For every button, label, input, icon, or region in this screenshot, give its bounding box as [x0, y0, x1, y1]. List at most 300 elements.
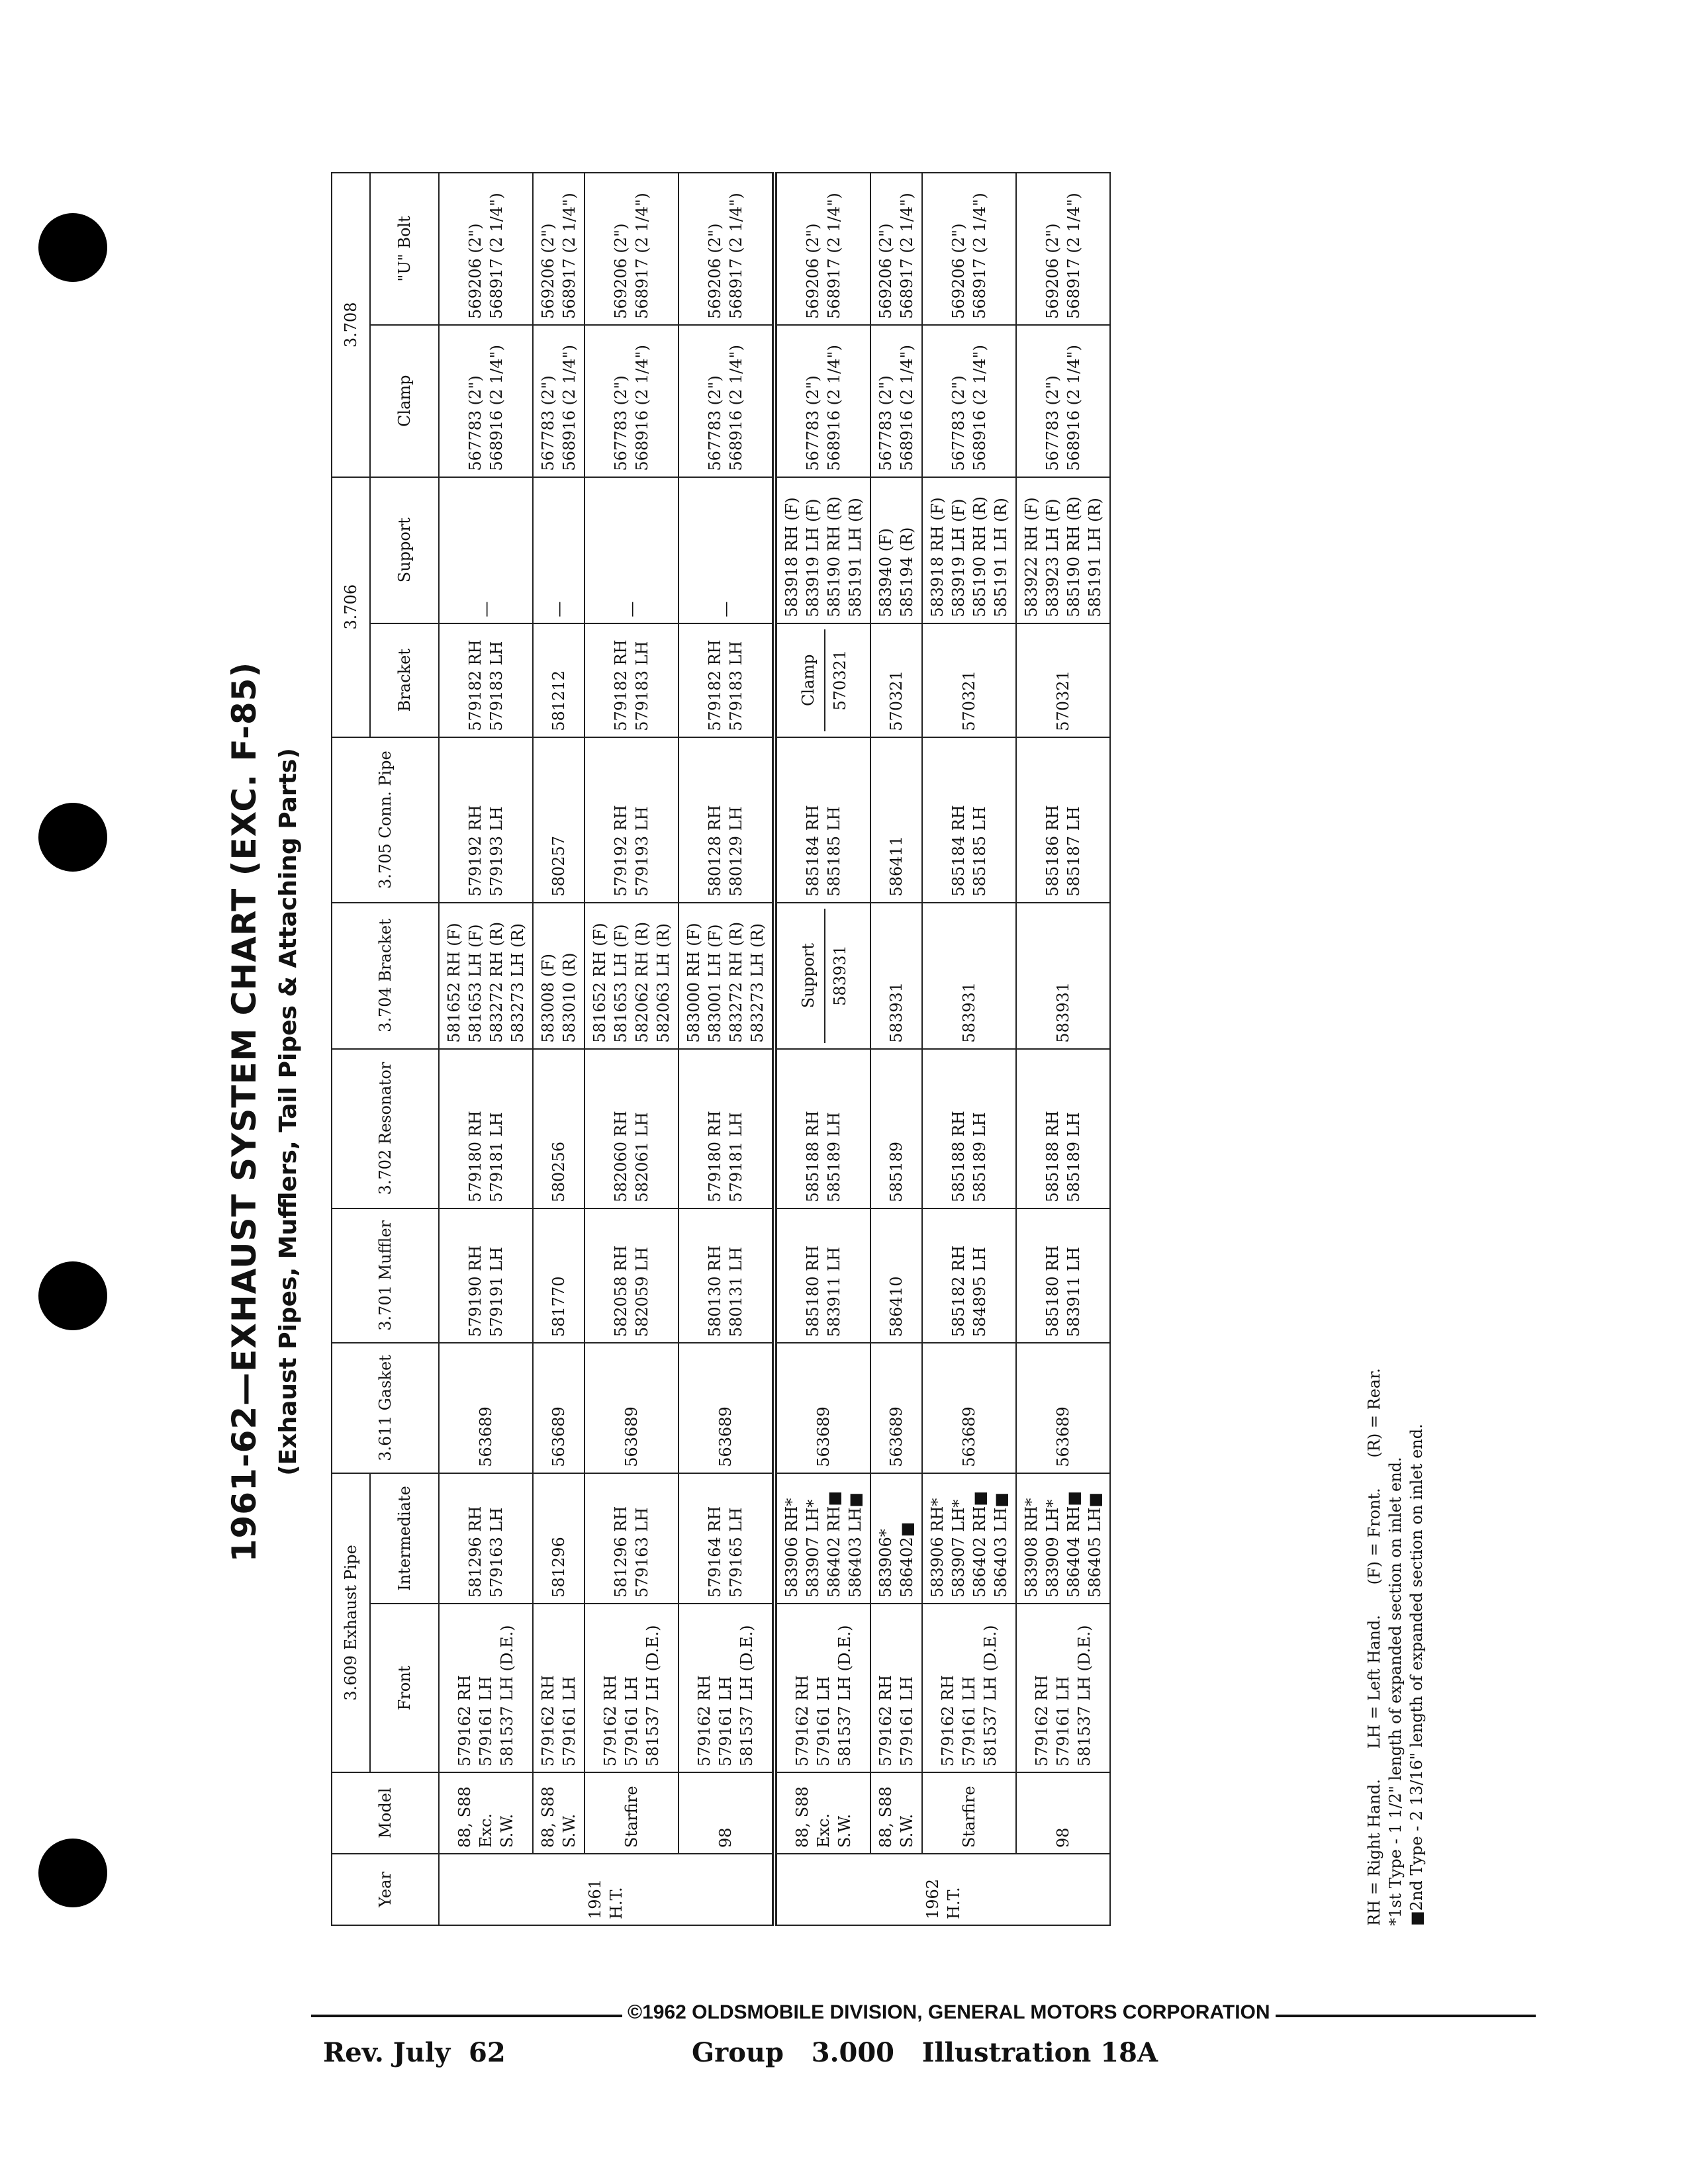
- cell-value: 580256: [549, 1141, 568, 1203]
- header-3704-bracket: 3.704 Bracket: [332, 903, 439, 1049]
- cell-value: 580131 LH: [727, 1247, 745, 1338]
- cell-value: 582060 RH: [612, 1111, 630, 1203]
- cell-model: [774, 1772, 870, 1854]
- cell-resonator: [585, 1049, 679, 1208]
- cell-value: 88, S88: [539, 1786, 557, 1848]
- cell-value: 585189 LH: [1064, 1112, 1083, 1203]
- cell-ubolt: [585, 173, 679, 325]
- cell-bracket704: [533, 903, 585, 1049]
- cell-model: [533, 1772, 585, 1854]
- cell-value: 579162 RH: [539, 1674, 557, 1767]
- cell-support: [439, 477, 533, 623]
- header-3706-support: Support: [370, 477, 439, 623]
- cell-value: 568917 (2 1/4"): [487, 193, 506, 319]
- cell-value: 579161 LH: [560, 1676, 579, 1767]
- cell-front: [585, 1604, 679, 1772]
- rotated-chart-region: [199, 113, 1516, 1939]
- cell-front: [679, 1604, 774, 1772]
- cell-value: 581537 LH (D.E.): [981, 1625, 1000, 1767]
- cell-value: 581296: [549, 1537, 568, 1598]
- cell-value: 585188 RH: [804, 1111, 822, 1203]
- cell-model: [1016, 1772, 1110, 1854]
- cell-value: 584895 LH: [970, 1247, 989, 1338]
- cell-value: 579162 RH: [601, 1674, 620, 1767]
- cell-support: [533, 477, 585, 623]
- cell-clamp: [1016, 325, 1110, 477]
- cell-value: 583273 LH (R): [748, 923, 767, 1043]
- header-3701-muffler: 3.701 Muffler: [332, 1208, 439, 1343]
- cell-value: 580130 RH: [706, 1245, 724, 1338]
- year-1962-cell: [774, 1854, 1110, 1925]
- header-3708: 3.708: [332, 173, 370, 477]
- cell-value: 579162 RH: [455, 1674, 474, 1767]
- table-row: [439, 173, 533, 1925]
- cell-value: 568917 (2 1/4"): [825, 193, 843, 319]
- cell-value: 563689: [622, 1406, 641, 1467]
- cell-value: 579182 RH: [466, 639, 485, 731]
- cell-value: 583008 (F): [539, 953, 557, 1043]
- cell-front: [922, 1604, 1016, 1772]
- cell-muffler: [774, 1208, 870, 1343]
- cell-value: 567783 (2"): [876, 375, 895, 471]
- cell-value: 567783 (2"): [539, 375, 557, 471]
- cell-connpipe: [1016, 737, 1110, 903]
- cell-ubolt: [679, 173, 774, 325]
- cell-value: 579164 RH: [706, 1506, 724, 1598]
- year-label: 1961: [586, 1878, 604, 1919]
- cell-value: —: [549, 601, 568, 617]
- body-style-label: H.T.: [607, 1887, 626, 1919]
- cell-value: 583931: [887, 981, 906, 1043]
- cell-intermediate: [679, 1473, 774, 1604]
- cell-clamp: [585, 325, 679, 477]
- cell-value: 581653 LH (F): [612, 924, 630, 1043]
- cell-value: 586404 RH■: [1064, 1490, 1083, 1598]
- cell-support: [774, 477, 870, 623]
- cell-value: 581537 LH (D.E.): [498, 1625, 516, 1767]
- cell-value: 582061 LH: [633, 1112, 651, 1203]
- cell-bracket704: [870, 903, 922, 1049]
- page-title: 1961-62—EXHAUST SYSTEM CHART (EXC. F-85): [225, 661, 263, 1563]
- cell-value: 585190 RH (R): [970, 496, 989, 617]
- cell-ubolt: [1016, 173, 1110, 325]
- cell-bracket704: [585, 903, 679, 1049]
- cell-value: 569206 (2"): [706, 223, 724, 319]
- cell-value: 568916 (2 1/4"): [560, 345, 579, 471]
- cell-value: 585194 (R): [898, 527, 916, 617]
- cell-value: 579162 RH: [1033, 1674, 1051, 1767]
- cell-value: 88, S88: [876, 1786, 895, 1848]
- cell-value: 582063 LH (R): [654, 923, 673, 1043]
- cell-value: 585189: [887, 1141, 906, 1203]
- cell-value: 579181 LH: [727, 1112, 745, 1203]
- cell-value: 585186 RH: [1043, 805, 1062, 897]
- cell-value: Starfire: [622, 1786, 641, 1848]
- cell-gasket: [439, 1343, 533, 1473]
- table-row: [679, 173, 774, 1925]
- cell-value: 579180 RH: [466, 1111, 485, 1203]
- cell-intermediate: [870, 1473, 922, 1604]
- cell-value: 579192 RH: [466, 805, 485, 897]
- cell-model: [870, 1772, 922, 1854]
- cell-value: Exc.: [477, 1813, 495, 1848]
- cell-muffler: [870, 1208, 922, 1343]
- table-row: [774, 173, 870, 1925]
- cell-value: 98: [1054, 1827, 1072, 1848]
- cell-intermediate: [922, 1473, 1016, 1604]
- punch-hole-2: [38, 803, 107, 872]
- cell-value: 583923 LH (F): [1043, 498, 1062, 617]
- cell-ubolt: [533, 173, 585, 325]
- cell-value: 583931: [831, 945, 849, 1006]
- table-row: [585, 173, 679, 1925]
- cell-value: 568916 (2 1/4"): [487, 345, 506, 471]
- note-first-type: *1st Type - 1 1/2" length of expanded section on inlet end.: [1386, 1457, 1405, 1926]
- cell-intermediate: [533, 1473, 585, 1604]
- cell-model: [439, 1772, 533, 1854]
- cell-bracket706: [585, 623, 679, 737]
- cell-value: 579183 LH: [727, 641, 745, 731]
- cell-front: [774, 1604, 870, 1772]
- cell-value: Exc.: [814, 1813, 833, 1848]
- cell-value: 569206 (2"): [1043, 223, 1062, 319]
- cell-value: 579180 RH: [706, 1111, 724, 1203]
- cell-value: S.W.: [898, 1813, 916, 1848]
- cell-value: 579165 LH: [727, 1507, 745, 1598]
- cell-value: 579161 LH: [622, 1676, 641, 1767]
- cell-value: 583918 RH (F): [782, 497, 801, 617]
- cell-bracket706: [922, 623, 1016, 737]
- cell-value: 581296 RH: [466, 1506, 485, 1598]
- cell-ubolt: [774, 173, 870, 325]
- cell-value: 582062 RH (R): [633, 921, 651, 1043]
- cell-value: 568917 (2 1/4"): [560, 193, 579, 319]
- cell-bracket706: [870, 623, 922, 737]
- cell-value: 583907 LH*: [949, 1499, 968, 1598]
- cell-value: Starfire: [960, 1786, 978, 1848]
- cell-value: 585184 RH: [949, 805, 968, 897]
- cell-resonator: [1016, 1049, 1110, 1208]
- cell-bracket706: [774, 623, 870, 737]
- cell-value: —: [716, 601, 735, 617]
- cell-value: 586410: [887, 1276, 906, 1338]
- table-row: [1016, 173, 1110, 1925]
- cell-value: 583907 LH*: [804, 1499, 822, 1598]
- cell-value: 570321: [960, 670, 978, 731]
- cell-value: 579161 LH: [898, 1676, 916, 1767]
- cell-value: 579162 RH: [939, 1674, 957, 1767]
- cell-value: 583919 LH (F): [804, 498, 822, 617]
- cell-value: 581537 LH (D.E.): [643, 1625, 662, 1767]
- cell-value: 583909 LH*: [1043, 1499, 1062, 1598]
- header-3706: 3.706: [332, 477, 370, 737]
- cell-intermediate: [1016, 1473, 1110, 1604]
- cell-muffler: [679, 1208, 774, 1343]
- cell-value: 585182 RH: [949, 1245, 968, 1338]
- header-3702-resonator: 3.702 Resonator: [332, 1049, 439, 1208]
- cell-value: 567783 (2"): [706, 375, 724, 471]
- cell-value: 583919 LH (F): [949, 498, 968, 617]
- cell-gasket: [533, 1343, 585, 1473]
- cell-resonator: [774, 1049, 870, 1208]
- cell-value: 581652 RH (F): [590, 923, 609, 1043]
- cell-value: 568917 (2 1/4"): [633, 193, 651, 319]
- cell-value: 583911 LH: [1064, 1247, 1083, 1338]
- cell-value: 585185 LH: [970, 806, 989, 897]
- cell-value: 568916 (2 1/4"): [633, 345, 651, 471]
- cell-resonator: [922, 1049, 1016, 1208]
- cell-value: 585189 LH: [825, 1112, 843, 1203]
- cell-value: 579161 LH: [477, 1676, 495, 1767]
- cell-support: [585, 477, 679, 623]
- header-model: Model: [332, 1772, 439, 1854]
- cell-value: 563689: [887, 1406, 906, 1467]
- cell-value: 585180 RH: [1043, 1245, 1062, 1338]
- cell-intermediate: [585, 1473, 679, 1604]
- subheader-clamp: Clamp: [792, 629, 825, 731]
- cell-gasket: [679, 1343, 774, 1473]
- cell-value: 567783 (2"): [466, 375, 485, 471]
- header-3705-conn-pipe: 3.705 Conn. Pipe: [332, 737, 439, 903]
- year-1961-cell: [439, 1854, 774, 1925]
- header-front: Front: [370, 1604, 439, 1772]
- cell-value: 579192 RH: [612, 805, 630, 897]
- cell-bracket704: [774, 903, 870, 1049]
- year-label: 1962: [923, 1878, 942, 1919]
- cell-value: 585184 RH: [804, 805, 822, 897]
- cell-value: 567783 (2"): [612, 375, 630, 471]
- page-subtitle: (Exhaust Pipes, Mufflers, Tail Pipes & Attaching Parts): [275, 748, 302, 1476]
- cell-value: 583918 RH (F): [928, 497, 947, 617]
- cell-value: 585191 LH (R): [992, 498, 1010, 617]
- cell-value: S.W.: [560, 1813, 579, 1848]
- cell-value: 586402 RH■: [825, 1490, 843, 1598]
- footer-revision: Rev. July 62: [323, 2037, 506, 2068]
- note-abbreviations: RH = Right Hand. LH = Left Hand. (F) = Front. (R) = Rear.: [1365, 1368, 1383, 1926]
- cell-muffler: [1016, 1208, 1110, 1343]
- cell-value: 583906 RH*: [782, 1498, 801, 1598]
- cell-value: 88, S88: [793, 1786, 812, 1848]
- cell-value: 581537 LH (D.E.): [835, 1625, 854, 1767]
- punch-hole-1: [38, 213, 107, 282]
- note-second-type: ■2nd Type - 2 13/16" length of expanded section on inlet end.: [1407, 1424, 1426, 1926]
- cell-value: 567783 (2"): [949, 375, 968, 471]
- table-row: [922, 173, 1016, 1925]
- cell-value: 583908 RH*: [1022, 1498, 1041, 1598]
- cell-model: [679, 1772, 774, 1854]
- header-intermediate: Intermediate: [370, 1473, 439, 1604]
- cell-value: 567783 (2"): [804, 375, 822, 471]
- cell-value: 583000 RH (F): [684, 923, 703, 1043]
- cell-resonator: [870, 1049, 922, 1208]
- cell-gasket: [585, 1343, 679, 1473]
- cell-connpipe: [679, 737, 774, 903]
- cell-value: 579161 LH: [814, 1676, 833, 1767]
- header-3609-exhaust-pipe: 3.609 Exhaust Pipe: [332, 1473, 370, 1772]
- cell-value: 585180 RH: [804, 1245, 822, 1338]
- cell-value: 581770: [549, 1276, 568, 1338]
- cell-value: 563689: [960, 1406, 978, 1467]
- cell-connpipe: [585, 737, 679, 903]
- cell-value: 586402■: [898, 1522, 916, 1598]
- cell-value: 579181 LH: [487, 1112, 506, 1203]
- cell-value: 581653 LH (F): [466, 924, 485, 1043]
- cell-value: 563689: [814, 1406, 833, 1467]
- cell-value: 570321: [831, 649, 849, 711]
- cell-gasket: [774, 1343, 870, 1473]
- header-year: Year: [332, 1854, 439, 1925]
- cell-value: 568916 (2 1/4"): [825, 345, 843, 471]
- cell-value: 581212: [549, 670, 568, 731]
- cell-clamp: [870, 325, 922, 477]
- cell-value: 579162 RH: [695, 1674, 714, 1767]
- cell-value: 586411: [887, 835, 906, 897]
- cell-value: 585190 RH (R): [1064, 496, 1083, 617]
- cell-value: 579162 RH: [876, 1674, 895, 1767]
- cell-value: 583272 RH (R): [727, 921, 745, 1043]
- cell-clamp: [922, 325, 1016, 477]
- cell-value: 568916 (2 1/4"): [898, 345, 916, 471]
- cell-intermediate: [774, 1473, 870, 1604]
- cell-value: 581296 RH: [612, 1506, 630, 1598]
- cell-value: 579182 RH: [612, 639, 630, 731]
- cell-value: 579183 LH: [633, 641, 651, 731]
- cell-bracket704: [922, 903, 1016, 1049]
- cell-value: 570321: [887, 670, 906, 731]
- cell-value: 568916 (2 1/4"): [1064, 345, 1083, 471]
- punch-hole-4: [38, 1839, 107, 1907]
- cell-value: 569206 (2"): [949, 223, 968, 319]
- cell-value: 583940 (F): [876, 528, 895, 617]
- cell-bracket706: [439, 623, 533, 737]
- cell-value: 585191 LH (R): [1086, 498, 1104, 617]
- cell-value: 586403 LH■: [992, 1492, 1010, 1598]
- cell-value: S.W.: [835, 1813, 854, 1848]
- cell-value: 583010 (R): [560, 952, 579, 1043]
- header-3611-gasket: 3.611 Gasket: [332, 1343, 439, 1473]
- cell-value: 567783 (2"): [1043, 375, 1062, 471]
- cell-connpipe: [439, 737, 533, 903]
- cell-value: 568917 (2 1/4"): [898, 193, 916, 319]
- cell-value: 585188 RH: [949, 1111, 968, 1203]
- cell-value: 563689: [1054, 1406, 1072, 1467]
- cell-value: 579163 LH: [633, 1507, 651, 1598]
- header-3708-clamp: Clamp: [370, 325, 439, 477]
- header-3708-ubolt: "U" Bolt: [370, 173, 439, 325]
- cell-value: 579161 LH: [1054, 1676, 1072, 1767]
- cell-value: 583906 RH*: [928, 1498, 947, 1598]
- cell-gasket: [922, 1343, 1016, 1473]
- cell-ubolt: [439, 173, 533, 325]
- cell-clamp: [439, 325, 533, 477]
- cell-bracket706: [533, 623, 585, 737]
- cell-value: 579193 LH: [487, 806, 506, 897]
- cell-clamp: [533, 325, 585, 477]
- cell-value: 569206 (2"): [876, 223, 895, 319]
- subheader-support: Support: [792, 909, 825, 1043]
- cell-connpipe: [870, 737, 922, 903]
- cell-bracket704: [1016, 903, 1110, 1049]
- cell-value: 579161 LH: [960, 1676, 978, 1767]
- cell-muffler: [439, 1208, 533, 1343]
- cell-value: 583922 RH (F): [1022, 497, 1041, 617]
- cell-value: 583931: [960, 981, 978, 1043]
- cell-value: 568916 (2 1/4"): [727, 345, 745, 471]
- cell-value: 579193 LH: [633, 806, 651, 897]
- cell-value: 585190 RH (R): [825, 496, 843, 617]
- cell-value: 579182 RH: [706, 639, 724, 731]
- cell-value: 585189 LH: [970, 1112, 989, 1203]
- cell-muffler: [585, 1208, 679, 1343]
- cell-value: 581537 LH (D.E.): [1075, 1625, 1094, 1767]
- cell-bracket706: [1016, 623, 1110, 737]
- cell-value: 583931: [1054, 981, 1072, 1043]
- cell-value: 563689: [477, 1406, 495, 1467]
- cell-connpipe: [533, 737, 585, 903]
- cell-support: [679, 477, 774, 623]
- cell-support: [1016, 477, 1110, 623]
- cell-value: 579161 LH: [716, 1676, 735, 1767]
- cell-value: 579163 LH: [487, 1507, 506, 1598]
- cell-resonator: [533, 1049, 585, 1208]
- cell-support: [870, 477, 922, 623]
- cell-value: 586402 RH■: [970, 1490, 989, 1598]
- cell-intermediate: [439, 1473, 533, 1604]
- cell-value: 580128 RH: [706, 805, 724, 897]
- cell-ubolt: [922, 173, 1016, 325]
- cell-value: 585187 LH: [1064, 806, 1083, 897]
- footer-copyright: ©1962 OLDSMOBILE DIVISION, GENERAL MOTORS CORPORATION: [622, 2001, 1276, 2024]
- cell-clamp: [774, 325, 870, 477]
- cell-bracket704: [439, 903, 533, 1049]
- cell-front: [439, 1604, 533, 1772]
- cell-value: 570321: [1054, 670, 1072, 731]
- cell-value: 583906*: [876, 1529, 895, 1598]
- cell-value: —: [622, 601, 641, 617]
- cell-value: 569206 (2"): [466, 223, 485, 319]
- cell-front: [533, 1604, 585, 1772]
- cell-value: 579183 LH: [487, 641, 506, 731]
- cell-model: [585, 1772, 679, 1854]
- cell-front: [870, 1604, 922, 1772]
- cell-value: 586405 LH■: [1086, 1492, 1104, 1598]
- cell-value: 581652 RH (F): [445, 923, 463, 1043]
- cell-value: 579190 RH: [466, 1245, 485, 1338]
- cell-value: 98: [716, 1827, 735, 1848]
- cell-value: 88, S88: [455, 1786, 474, 1848]
- cell-value: 568917 (2 1/4"): [970, 193, 989, 319]
- cell-value: 583001 LH (F): [706, 924, 724, 1043]
- cell-value: 582058 RH: [612, 1245, 630, 1338]
- cell-value: 563689: [716, 1406, 735, 1467]
- cell-value: 585188 RH: [1043, 1111, 1062, 1203]
- cell-value: 585191 LH (R): [846, 498, 865, 617]
- cell-resonator: [679, 1049, 774, 1208]
- legend-notes: [1364, 1368, 1427, 1926]
- cell-value: 569206 (2"): [612, 223, 630, 319]
- table-row: [870, 173, 922, 1925]
- cell-value: —: [477, 601, 495, 617]
- cell-value: 580129 LH: [727, 806, 745, 897]
- cell-resonator: [439, 1049, 533, 1208]
- header-3706-bracket: Bracket: [370, 623, 439, 737]
- cell-ubolt: [870, 173, 922, 325]
- exhaust-system-table: [331, 172, 1111, 1926]
- cell-muffler: [533, 1208, 585, 1343]
- cell-bracket706: [679, 623, 774, 737]
- cell-support: [922, 477, 1016, 623]
- cell-value: 569206 (2"): [539, 223, 557, 319]
